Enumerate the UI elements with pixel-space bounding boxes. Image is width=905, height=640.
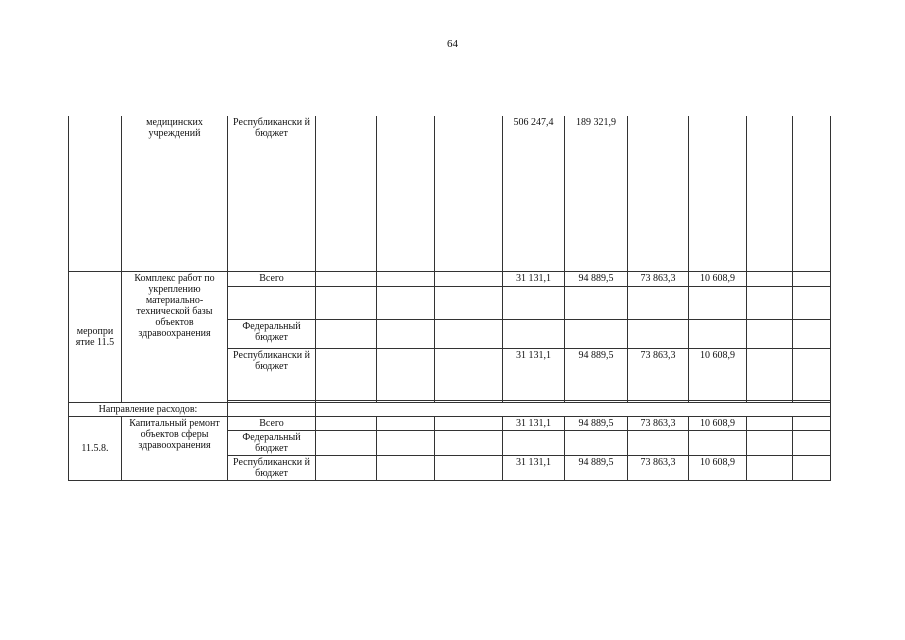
value-cell: 73 863,3	[628, 455, 689, 480]
source-cell: Республикански й бюджет	[228, 116, 316, 271]
source-cell: Федеральный бюджет	[228, 430, 316, 455]
table-row	[69, 416, 831, 430]
value-cell: 73 863,3	[628, 416, 689, 430]
value-cell: 94 889,5	[565, 348, 628, 400]
page-number: 64	[447, 38, 458, 50]
value-cell: 189 321,9	[565, 116, 628, 271]
item-id-cell: 11.5.8.	[69, 416, 122, 480]
value-cell: 506 247,4	[503, 116, 565, 271]
table-row	[69, 271, 831, 286]
item-name-cell: Капитальный ремонт объектов сферы здравоохранения	[122, 416, 228, 480]
value-cell: 94 889,5	[565, 271, 628, 286]
id-cell	[69, 116, 122, 271]
source-cell: Республикански й бюджет	[228, 455, 316, 480]
measure-name-cell: Комплекс работ по укреплению материально-технической базы объектов здравоохранения	[122, 271, 228, 402]
source-cell: Всего	[228, 271, 316, 286]
value-cell: 31 131,1	[503, 416, 565, 430]
value-cell: 73 863,3	[628, 348, 689, 400]
table-row	[69, 116, 831, 271]
value-cell: 31 131,1	[503, 348, 565, 400]
value-cell: 10 608,9	[689, 455, 747, 480]
value-cell: 31 131,1	[503, 455, 565, 480]
source-cell: Федеральный бюджет	[228, 319, 316, 348]
value-cell: 10 608,9	[689, 348, 747, 400]
budget-table	[68, 116, 831, 481]
value-cell: 73 863,3	[628, 271, 689, 286]
value-cell: 94 889,5	[565, 416, 628, 430]
measure-id-cell: меропри ятие 11.5	[69, 271, 122, 402]
name-cell: медицинских учреждений	[122, 116, 228, 271]
value-cell: 10 608,9	[689, 416, 747, 430]
direction-label: Направление расходов:	[69, 402, 228, 416]
source-cell: Всего	[228, 416, 316, 430]
value-cell: 94 889,5	[565, 455, 628, 480]
value-cell: 31 131,1	[503, 271, 565, 286]
source-cell: Республикански й бюджет	[228, 348, 316, 400]
table-row	[69, 402, 831, 416]
value-cell: 10 608,9	[689, 271, 747, 286]
